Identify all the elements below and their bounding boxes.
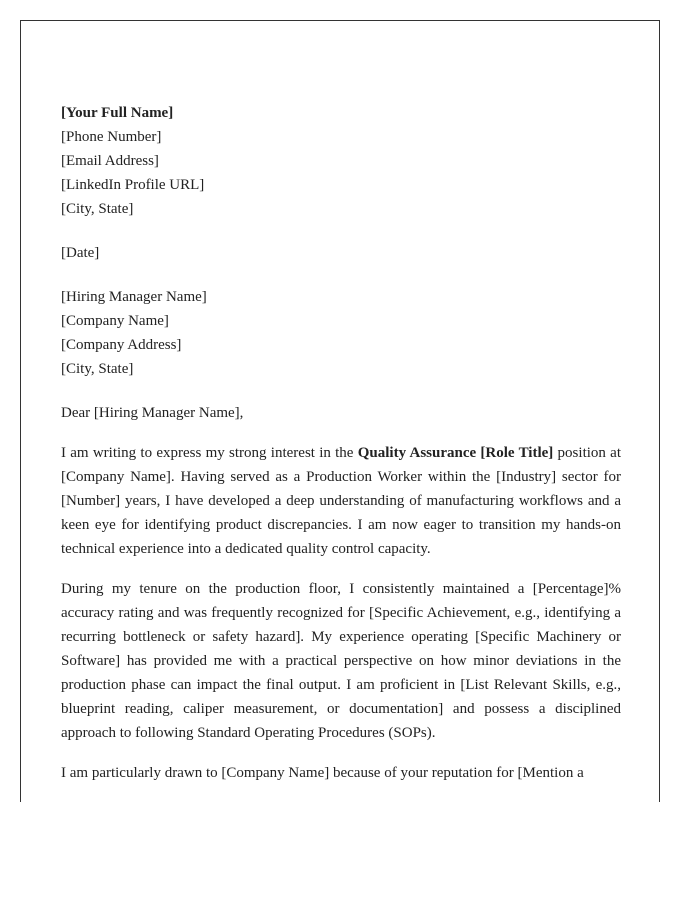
body-paragraph-2: During my tenure on the production floor, I consistently maintained a [Percentage]% accuracy rating and was frequently recognized for [Specific Achievement, e.g., identifying a recurring bottleneck or safety hazard]. My experience operating [Specific Machinery or Software] has provided me with a practical perspective on how minor deviations in the production phase can impact the final output. I am proficient in [List Relevant Skills, e.g., blueprint reading, caliper measurement, or documentation] and possess a disciplined approach to following Standard Operating Procedures (SOPs).: [61, 581, 621, 741]
letter-page: [20, 20, 660, 802]
sender-linkedin: [LinkedIn Profile URL]: [61, 177, 205, 193]
date-block: [61, 241, 621, 265]
recipient-manager: [Hiring Manager Name]: [61, 289, 207, 305]
paragraph-1-text-start: I am writing to express my strong interest in the: [61, 445, 358, 461]
recipient-block: [61, 285, 621, 381]
sender-email: [Email Address]: [61, 153, 159, 169]
body-paragraph-3: I am particularly drawn to [Company Name] because of your reputation for [Mention a: [61, 765, 584, 781]
sender-city-state: [City, State]: [61, 201, 134, 217]
sender-phone: [Phone Number]: [61, 129, 162, 145]
recipient-address: [Company Address]: [61, 337, 182, 353]
salutation: Dear [Hiring Manager Name],: [61, 405, 244, 421]
sender-name: [Your Full Name]: [61, 105, 174, 121]
body-paragraph-1: [61, 441, 621, 561]
recipient-city-state: [City, State]: [61, 361, 134, 377]
salutation-block: [61, 401, 621, 425]
sender-block: [61, 101, 621, 221]
role-title-bold: Quality Assurance [Role Title]: [357, 445, 554, 461]
letter-content: [61, 101, 621, 801]
paragraph-1-text-end: position at [Company Name]. Having served as a Production Worker within the [Industry] sector for [Number] years, I have developed a deep understanding of manufacturing workflows and a keen eye for identifying product discrepancies. I am now eager to transition my hands-on technical experience into a dedicated quality control capacity.: [61, 445, 621, 557]
letter-date: [Date]: [61, 245, 100, 261]
recipient-company: [Company Name]: [61, 313, 169, 329]
